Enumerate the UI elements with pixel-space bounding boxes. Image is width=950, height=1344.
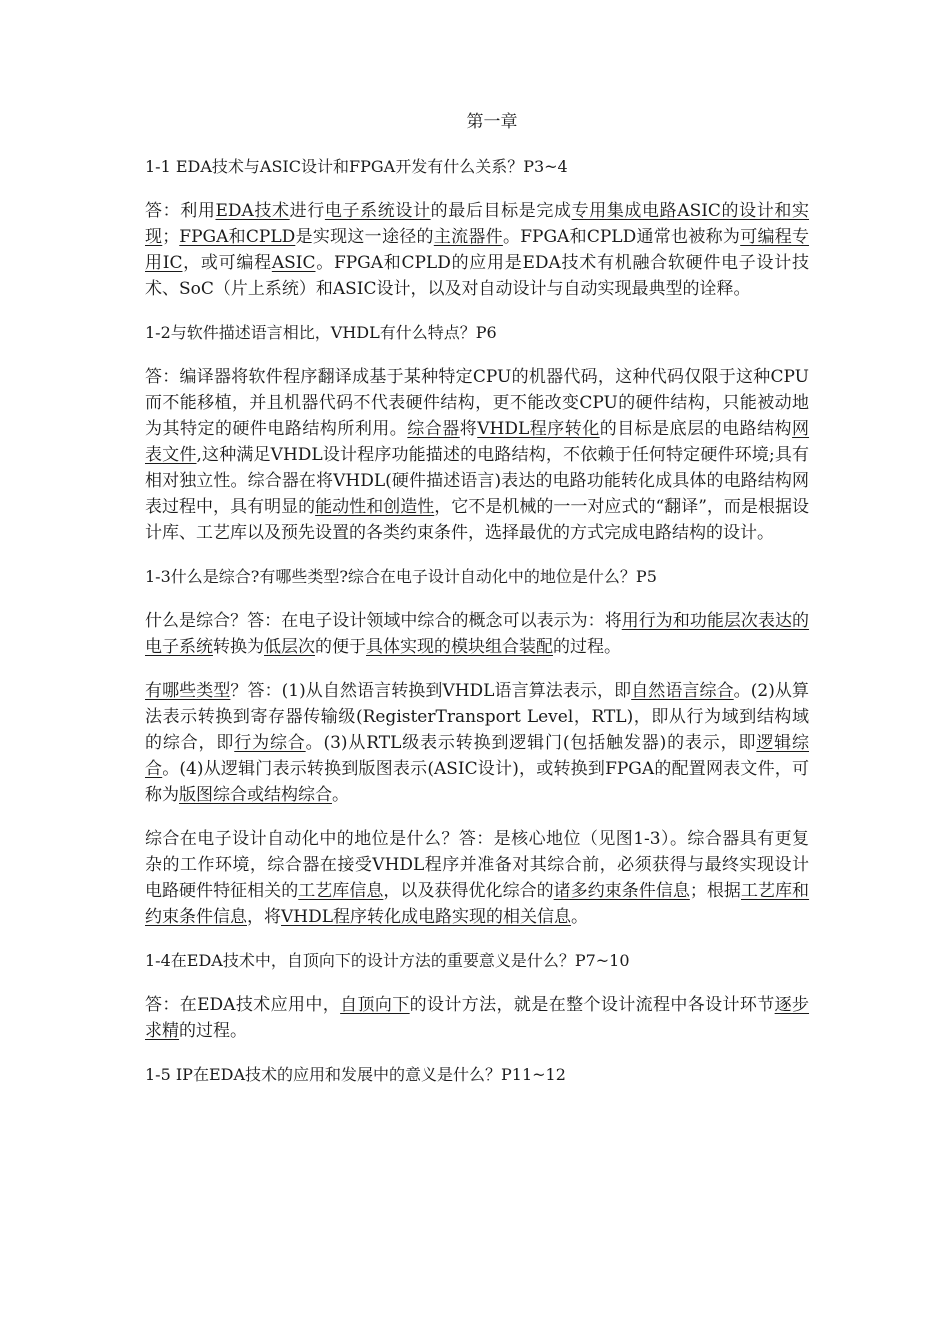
answer-1-3-definition — [145, 608, 809, 660]
text-run: ，或可编程 — [182, 253, 272, 273]
underlined-term: 行为综合 — [234, 733, 306, 753]
question-1-5: 1-5 IP在EDA技术的应用和发展中的意义是什么？P11~12 — [145, 1065, 566, 1084]
text-run: ，将 — [247, 907, 281, 927]
text-run: 的设计方法，就是在整个设计流程中各设计环节 — [409, 995, 775, 1015]
text-run: ，它不是机械的一一对应式的“翻译”，而是根据设计库、工艺库以及预先设置的各类约束条件，选择最优的方式完成电路结构的设计。 — [145, 497, 809, 543]
text-run: 答：编译器将软件程序翻译成基于某种特定CPU的机器代码，这种代码仅限于这种CPU而不能移植，并且机器代码不代表硬件结构，更不能改变CPU的硬件结构，只能被动地为其特定的硬件电路结构所利用。 — [145, 367, 809, 439]
text-run: ，以及获得优化综合的 — [383, 881, 554, 901]
text-run: 转换为 — [213, 637, 264, 657]
underlined-term: 用行为和功能层次表达的电子系统 — [145, 611, 810, 657]
question-1-1: 1-1 EDA技术与ASIC设计和FPGA开发有什么关系？P3~4 — [145, 157, 568, 176]
underlined-term: 综合器 — [407, 419, 460, 439]
underlined-term: 有哪些类型 — [145, 681, 231, 701]
underlined-term: 版图综合或结构综合 — [179, 785, 332, 805]
answer-1-4 — [145, 992, 809, 1044]
answer-1-1 — [145, 198, 809, 302]
text-run: 的便于 — [315, 637, 366, 657]
underlined-term: VHDL程序转化 — [477, 419, 600, 439]
chapter-title: 第一章 — [466, 112, 518, 132]
text-run: 。(2)从算法表示转换到寄存器传输级(RegisterTransport Level，RTL)，即从行为域到结构域的综合，即 — [145, 681, 809, 753]
underlined-term: 可编程专用IC — [145, 227, 810, 273]
underlined-term: 自顶向下 — [340, 995, 410, 1015]
document-page — [145, 108, 809, 1106]
question-1-4: 1-4在EDA技术中，自顶向下的设计方法的重要意义是什么？P7~10 — [145, 951, 630, 970]
text-run: 的最后目标是完成 — [430, 201, 572, 221]
underlined-term: 工艺库信息 — [298, 881, 384, 901]
text-run: 答：在EDA技术应用中， — [145, 995, 341, 1015]
underlined-term: FPGA和CPLD — [179, 227, 296, 247]
underlined-term: 网表文件 — [145, 419, 810, 465]
underlined-term: 具体实现的模块组合装配 — [366, 637, 553, 657]
text-run: 。FPGA和CPLD的应用是EDA技术有机融合软硬件电子设计技术、SoC（片上系统）和ASIC设计，以及对自动设计与自动实现最典型的诠释。 — [145, 253, 809, 299]
underlined-term: 自然语言综合 — [631, 681, 734, 701]
text-run: ,这种满足VHDL设计程序功能描述的电路结构，不依赖于任何特定硬件环境;具有相对独立性。综合器在将VHDL(硬件描述语言)表达的电路功能转化成具体的电路结构网表过程中，具有明显的 — [145, 445, 810, 517]
text-run: 。FPGA和CPLD通常也被称为 — [502, 227, 741, 247]
answer-1-2 — [145, 364, 809, 546]
question-1-2: 1-2与软件描述语言相比，VHDL有什么特点？P6 — [145, 323, 497, 342]
question-1-3: 1-3什么是综合?有哪些类型?综合在电子设计自动化中的地位是什么？P5 — [145, 567, 657, 586]
answer-1-3-status — [145, 826, 809, 930]
text-run: 。 — [571, 907, 589, 927]
underlined-term: 诸多约束条件信息 — [553, 881, 690, 901]
text-run: 。(3)从RTL级表示转换到逻辑门(包括触发器)的表示，即 — [305, 733, 757, 753]
answer-1-3-types — [145, 678, 809, 808]
text-run: 的过程。 — [179, 1021, 247, 1041]
underlined-term: 能动性和创造性 — [315, 497, 435, 517]
text-run: 将 — [459, 419, 478, 439]
text-run: 的过程。 — [553, 637, 621, 657]
text-run: 进行 — [289, 201, 325, 221]
text-run: ？答：(1)从自然语言转换到VHDL语言算法表示，即 — [230, 681, 632, 701]
underlined-term: 专用集成电路ASIC的设计和实现 — [145, 201, 810, 247]
underlined-term: VHDL程序转化成电路实现的相关信息 — [281, 907, 572, 927]
underlined-term: 逻辑综合 — [145, 733, 810, 779]
text-run: ； — [162, 227, 180, 247]
text-run: 答：利用 — [145, 201, 216, 221]
text-run: 的目标是底层的电路结构 — [599, 419, 793, 439]
text-run: 综合在电子设计自动化中的地位是什么？答：是核心地位（见图1-3）。综合器具有更复杂的工作环境，综合器在接受VHDL程序并准备对其综合前，必须获得与最终实现设计电路硬件特征相关的 — [145, 829, 809, 901]
underlined-term: 主流器件 — [433, 227, 503, 247]
text-run: 是实现这一途径的 — [295, 227, 434, 247]
text-run: ；根据 — [689, 881, 741, 901]
underlined-term: 工艺库和约束条件信息 — [145, 881, 810, 927]
underlined-term: 低层次 — [264, 637, 315, 657]
underlined-term: EDA技术 — [215, 201, 290, 221]
text-run: 什么是综合？答：在电子设计领域中综合的概念可以表示为：将 — [145, 611, 622, 631]
text-run: 。(4)从逻辑门表示转换到版图表示(ASIC设计)，或转换到FPGA的配置网表文件，可称为 — [145, 759, 809, 805]
underlined-term: 电子系统设计 — [324, 201, 431, 221]
underlined-term: ASIC — [271, 253, 316, 273]
text-run: 。 — [332, 785, 349, 805]
underlined-term: 逐步求精 — [145, 995, 810, 1041]
